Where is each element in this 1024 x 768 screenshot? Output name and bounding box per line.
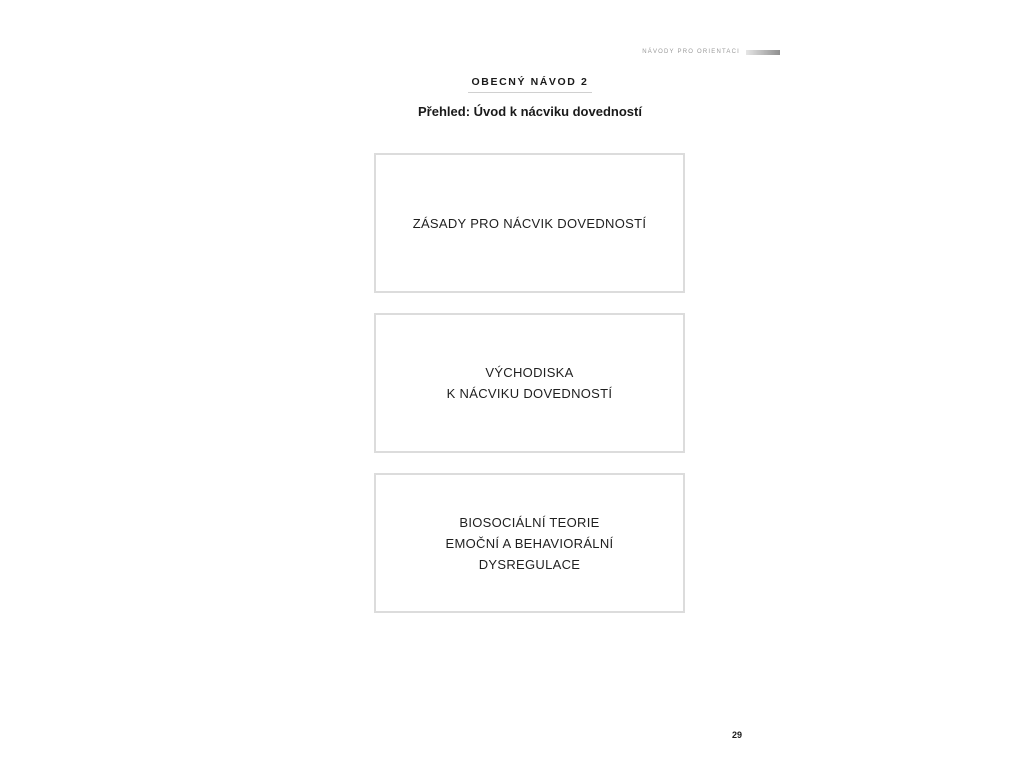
box-principles bbox=[374, 153, 685, 293]
box-line: DYSREGULACE bbox=[478, 556, 581, 572]
guide-label: OBECNÝ NÁVOD 2 bbox=[468, 76, 592, 93]
running-header-bar bbox=[746, 50, 780, 55]
page-heading: Přehled: Úvod k nácviku dovedností bbox=[418, 104, 642, 119]
box-text bbox=[413, 213, 647, 234]
box-line: K NÁCVIKU DOVEDNOSTÍ bbox=[446, 386, 613, 401]
box-line: ZÁSADY PRO NÁCVIK DOVEDNOSTÍ bbox=[412, 215, 647, 231]
box-text bbox=[446, 512, 614, 575]
running-header bbox=[630, 47, 780, 57]
page-number: 29 bbox=[731, 730, 742, 740]
box-line: VÝCHODISKA bbox=[485, 365, 574, 380]
box-foundations bbox=[374, 313, 685, 453]
running-header-text: NÁVODY PRO ORIENTACI bbox=[642, 49, 740, 55]
box-biosocial-theory bbox=[374, 473, 685, 613]
box-line: BIOSOCIÁLNÍ TEORIE bbox=[459, 514, 600, 530]
box-line: EMOČNÍ A BEHAVIORÁLNÍ bbox=[445, 535, 614, 551]
box-text bbox=[447, 362, 613, 404]
